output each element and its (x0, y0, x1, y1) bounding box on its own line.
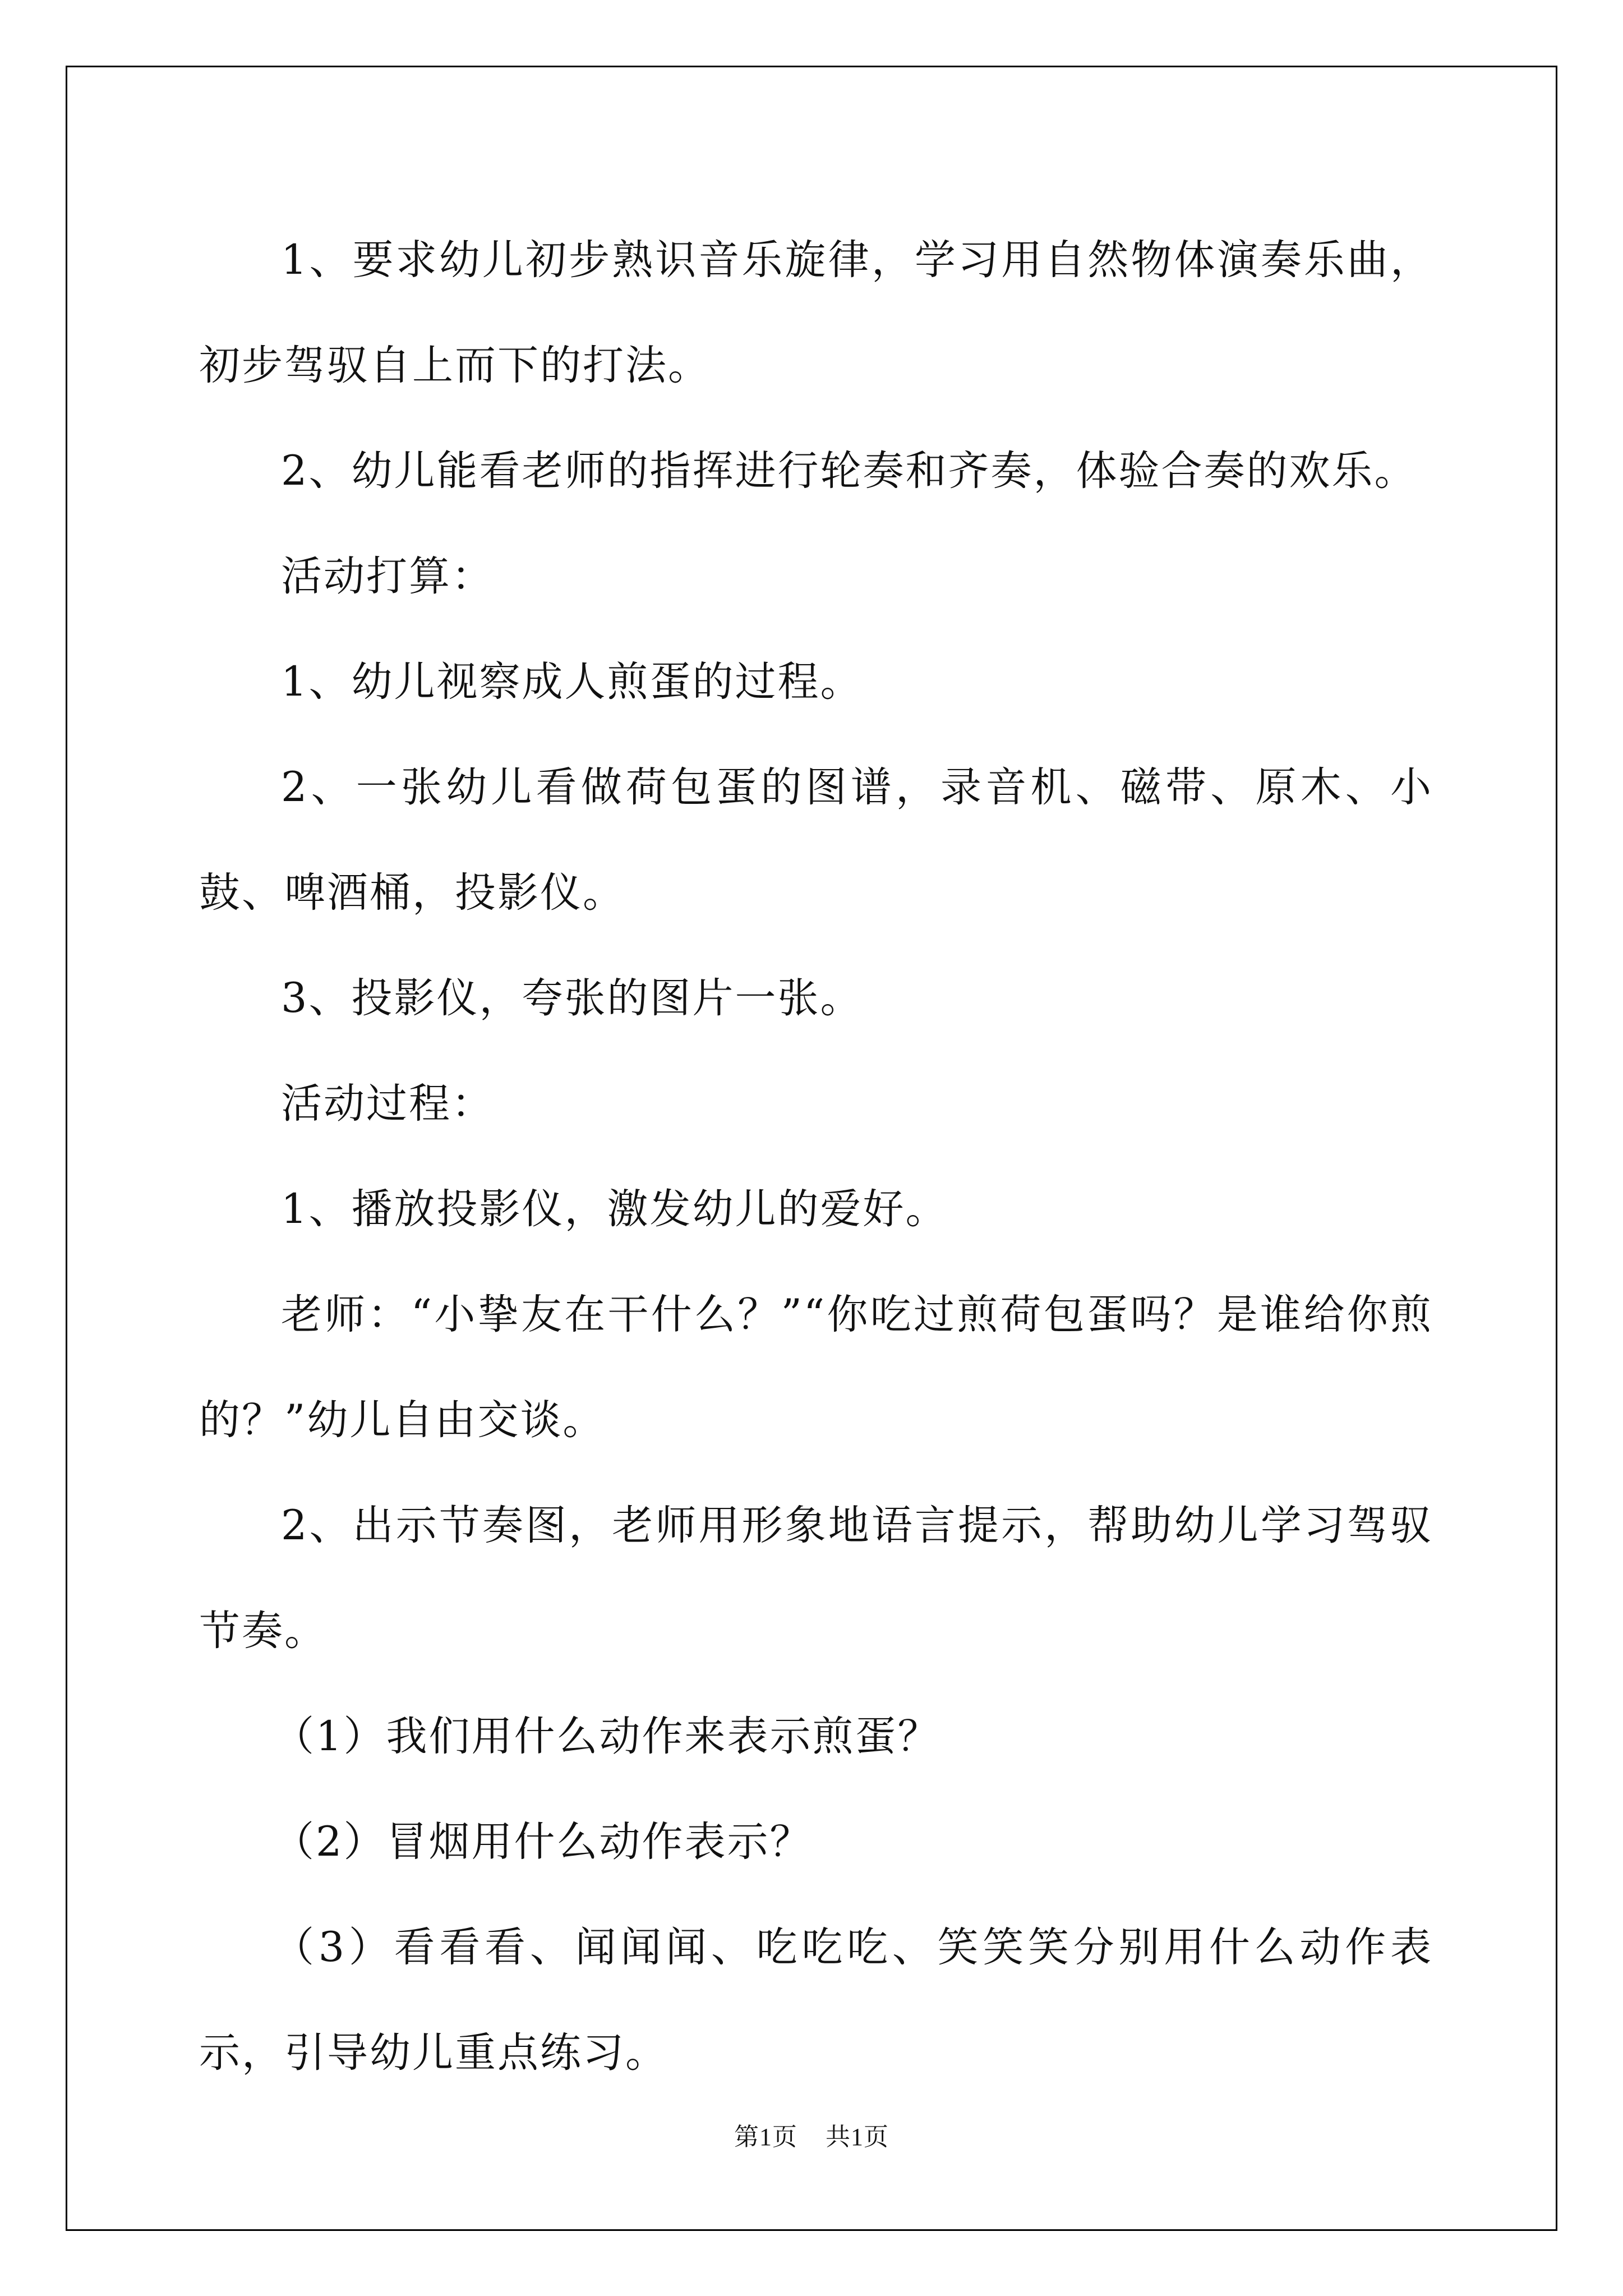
paragraph: 1、幼儿视察成人煎蛋的过程。 (281, 658, 863, 706)
paragraph: 2、一张幼儿看做荷包蛋的图谱，录音机、磁带、原木、小鼓、啤酒桶，投影仪。 (199, 763, 1433, 917)
section-heading: 活动过程： (281, 1080, 494, 1128)
document-body (199, 208, 1433, 2106)
page-number: 第1页 (734, 2123, 797, 2151)
paragraph: 2、幼儿能看老师的指挥进行轮奏和齐奏，体验合奏的欢乐。 (281, 447, 1417, 495)
paragraph: 老师：“小挚友在干什么？”“你吃过煎荷包蛋吗？是谁给你煎的？”幼儿自由交谈。 (199, 1291, 1433, 1444)
list-item: （2）冒烟用什么动作表示？ (273, 1818, 813, 1866)
page-footer (0, 2116, 1623, 2152)
list-item: （1）我们用什么动作来表示煎蛋？ (273, 1713, 940, 1760)
paragraph: 3、投影仪，夸张的图片一张。 (281, 974, 863, 1022)
paragraph: 1、要求幼儿初步熟识音乐旋律，学习用自然物体演奏乐曲，初步驾驭自上而下的打法。 (199, 236, 1433, 389)
section-heading: 活动打算： (281, 553, 494, 600)
page-total: 共1页 (826, 2123, 889, 2151)
paragraph: 1、播放投影仪，激发幼儿的爱好。 (281, 1185, 948, 1233)
list-item: （3）看看看、闻闻闻、吃吃吃、笑笑笑分别用什么动作表示，引导幼儿重点练习。 (199, 1924, 1433, 2077)
paragraph: 2、出示节奏图，老师用形象地语言提示，帮助幼儿学习驾驭节奏。 (199, 1502, 1433, 1655)
